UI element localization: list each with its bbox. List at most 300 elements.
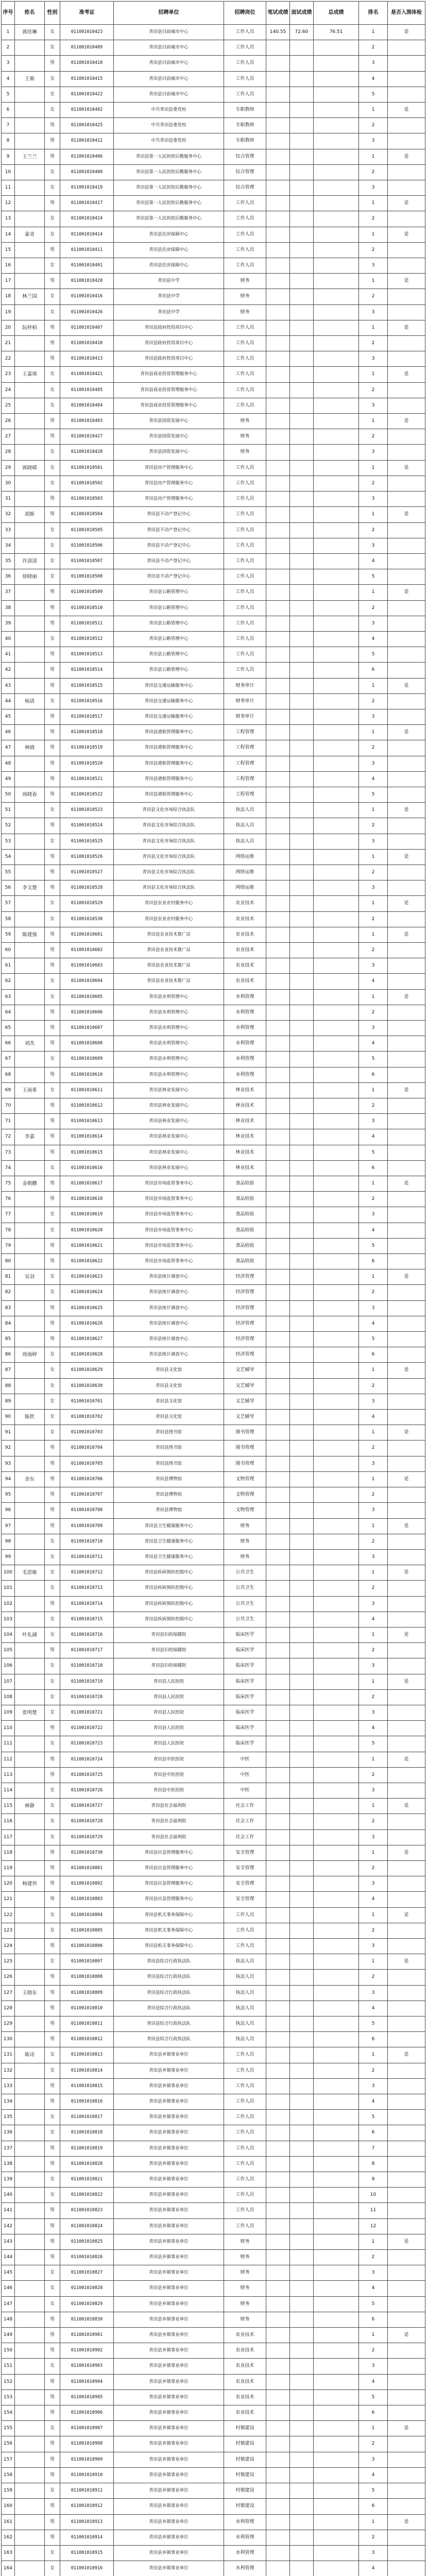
cell-gender: 女: [45, 2047, 60, 2063]
cell-gender: 女: [45, 289, 60, 304]
cell-medical: 是: [388, 896, 425, 911]
cell-written: [266, 942, 290, 958]
cell-name: [15, 1658, 45, 1674]
cell-total: [314, 1876, 359, 1892]
table-row: [2, 1300, 425, 1316]
cell-rank: 2: [359, 211, 388, 227]
cell-unit: 青田县综合行政执法队: [114, 2016, 224, 2032]
cell-interview: [290, 133, 314, 149]
cell-medical: [388, 1394, 425, 1409]
cell-post: 临床医学: [224, 1736, 266, 1752]
table-row: [2, 585, 425, 600]
cell-rank: 1: [359, 896, 388, 911]
cell-rank: 2: [359, 942, 388, 958]
cell-written: [266, 304, 290, 320]
cell-name: [15, 1238, 45, 1253]
cell-post: 财务: [224, 1534, 266, 1549]
cell-post: 社会工作: [224, 1799, 266, 1814]
cell-rank: 3: [359, 834, 388, 849]
cell-ticket: 011001010912: [60, 2499, 114, 2514]
cell-total: [314, 771, 359, 787]
cell-gender: 女: [45, 87, 60, 102]
cell-ticket: 011001010723: [60, 1736, 114, 1752]
cell-interview: [290, 1254, 314, 1269]
cell-gender: 女: [45, 989, 60, 1005]
cell-medical: [388, 1985, 425, 2001]
cell-unit: 青田县文化市场综合执法队: [114, 849, 224, 865]
cell-written: [266, 1067, 290, 1082]
cell-interview: [290, 2343, 314, 2359]
cell-interview: [290, 1021, 314, 1036]
cell-post: 工作人员: [224, 2188, 266, 2203]
cell-rank: 6: [359, 1067, 388, 1082]
cell-gender: 女: [45, 1674, 60, 1689]
cell-total: [314, 1799, 359, 1814]
cell-post: 专职教师: [224, 103, 266, 118]
cell-medical: 是: [388, 1518, 425, 1534]
cell-medical: [388, 2156, 425, 2172]
cell-index: 161: [2, 2514, 15, 2530]
table-row: [2, 1534, 425, 1549]
cell-gender: 男: [45, 2250, 60, 2265]
cell-ticket: 011001010813: [60, 2047, 114, 2063]
cell-total: [314, 2203, 359, 2218]
cell-interview: [290, 1612, 314, 1627]
cell-rank: 2: [359, 865, 388, 880]
cell-index: 41: [2, 647, 15, 663]
cell-written: [266, 2374, 290, 2389]
cell-post: 临床医学: [224, 1689, 266, 1705]
cell-index: 106: [2, 1658, 15, 1674]
cell-post: 工作人员: [224, 2125, 266, 2141]
cell-interview: [290, 2467, 314, 2483]
table-row: [2, 1814, 425, 1829]
cell-unit: 青田县统计调查中心: [114, 1269, 224, 1285]
cell-total: [314, 492, 359, 507]
cell-total: [314, 1860, 359, 1876]
cell-name: [15, 1845, 45, 1860]
cell-rank: 3: [359, 1658, 388, 1674]
cell-written: [266, 2312, 290, 2327]
cell-rank: 2: [359, 2250, 388, 2265]
table-row: [2, 2234, 425, 2249]
cell-rank: 6: [359, 1160, 388, 1176]
cell-medical: [388, 1503, 425, 1518]
cell-medical: 是: [388, 1363, 425, 1378]
cell-gender: 女: [45, 693, 60, 709]
cell-ticket: 011001010617: [60, 1176, 114, 1192]
cell-unit: 青田县应急管理服务中心: [114, 1860, 224, 1876]
cell-gender: 男: [45, 2405, 60, 2421]
cell-unit: 青田县市场监管事务中心: [114, 1207, 224, 1223]
cell-interview: [290, 1705, 314, 1720]
cell-rank: 1: [359, 149, 388, 164]
cell-rank: 4: [359, 2094, 388, 2110]
cell-written: [266, 1285, 290, 1300]
cell-written: [266, 1658, 290, 1674]
cell-post: 农业技术: [224, 896, 266, 911]
cell-total: 76.51: [314, 25, 359, 40]
cell-name: [15, 2343, 45, 2359]
cell-ticket: 011001010805: [60, 1923, 114, 1938]
cell-rank: 1: [359, 1082, 388, 1098]
cell-unit: 青田县房产管理服务中心: [114, 492, 224, 507]
cell-gender: 男: [45, 2530, 60, 2545]
cell-gender: 男: [45, 787, 60, 802]
cell-post: 执法人员: [224, 2032, 266, 2047]
cell-name: [15, 522, 45, 538]
cell-index: 57: [2, 896, 15, 911]
table-row: [2, 2001, 425, 2016]
cell-rank: 3: [359, 1456, 388, 1471]
cell-total: [314, 164, 359, 180]
cell-index: 142: [2, 2218, 15, 2234]
cell-medical: [388, 1829, 425, 1845]
cell-gender: 男: [45, 1643, 60, 1658]
cell-name: [15, 2359, 45, 2374]
cell-ticket: 011001010514: [60, 663, 114, 678]
cell-total: [314, 1052, 359, 1067]
cell-index: 80: [2, 1254, 15, 1269]
table-row: [2, 2514, 425, 2530]
cell-total: [314, 274, 359, 289]
cell-interview: [290, 1440, 314, 1456]
cell-index: 83: [2, 1300, 15, 1316]
cell-name: [15, 1316, 45, 1331]
cell-medical: 是: [388, 1565, 425, 1581]
cell-total: [314, 1581, 359, 1596]
cell-total: [314, 1316, 359, 1331]
cell-name: [15, 1829, 45, 1845]
cell-ticket: 011001010829: [60, 2296, 114, 2312]
cell-index: 78: [2, 1223, 15, 1238]
cell-name: [15, 2530, 45, 2545]
table-row: [2, 1860, 425, 1876]
cell-total: [314, 553, 359, 569]
cell-unit: 青田县林业发展中心: [114, 1129, 224, 1145]
cell-name: [15, 1067, 45, 1082]
table-row: [2, 1565, 425, 1581]
cell-interview: [290, 927, 314, 942]
cell-ticket: 011001010413: [60, 351, 114, 367]
cell-rank: 2: [359, 1923, 388, 1938]
cell-post: 文艺辅导: [224, 1410, 266, 1425]
cell-medical: 是: [388, 2328, 425, 2343]
cell-unit: 青田县不动产登记中心: [114, 538, 224, 553]
cell-name: [15, 1254, 45, 1269]
table-row: [2, 974, 425, 989]
cell-post: 财务审计: [224, 709, 266, 724]
cell-written: [266, 756, 290, 771]
cell-interview: [290, 1207, 314, 1223]
cell-ticket: 011001010804: [60, 1907, 114, 1923]
cell-written: [266, 1767, 290, 1783]
cell-rank: 3: [359, 1596, 388, 1612]
cell-gender: 男: [45, 1254, 60, 1269]
cell-post: 村镇建设: [224, 2436, 266, 2452]
table-row: [2, 1876, 425, 1892]
cell-name: [15, 616, 45, 631]
cell-interview: [290, 1052, 314, 1067]
cell-post: 工程管理: [224, 787, 266, 802]
cell-rank: 1: [359, 2234, 388, 2249]
cell-unit: 青田县乡镇事业单位: [114, 2063, 224, 2078]
cell-total: [314, 1612, 359, 1627]
cell-written: [266, 2561, 290, 2576]
cell-total: [314, 1565, 359, 1581]
cell-medical: [388, 398, 425, 413]
cell-interview: [290, 631, 314, 647]
cell-post: 综合管理: [224, 180, 266, 196]
cell-index: 49: [2, 771, 15, 787]
cell-written: [266, 538, 290, 553]
cell-medical: [388, 118, 425, 133]
cell-index: 51: [2, 803, 15, 818]
cell-ticket: 011001010526: [60, 849, 114, 865]
cell-gender: 男: [45, 2001, 60, 2016]
cell-rank: 1: [359, 2421, 388, 2436]
cell-name: [15, 180, 45, 196]
cell-post: 林业技术: [224, 1082, 266, 1098]
table-row: [2, 382, 425, 398]
cell-unit: 青田县乡镇事业单位: [114, 2312, 224, 2327]
cell-medical: 是: [388, 414, 425, 429]
cell-unit: 青田县综合行政执法队: [114, 2001, 224, 2016]
cell-ticket: 011001010714: [60, 1596, 114, 1612]
table-row: [2, 1440, 425, 1456]
table-row: [2, 429, 425, 445]
cell-total: [314, 1845, 359, 1860]
cell-ticket: 011001010807: [60, 1954, 114, 1970]
cell-gender: 男: [45, 1176, 60, 1192]
cell-ticket: 011001010717: [60, 1643, 114, 1658]
cell-name: [15, 974, 45, 989]
cell-total: [314, 1021, 359, 1036]
table-row: [2, 1643, 425, 1658]
cell-interview: 72.60: [290, 25, 314, 40]
cell-ticket: 011001010827: [60, 2265, 114, 2281]
cell-rank: 1: [359, 367, 388, 382]
cell-written: [266, 1612, 290, 1627]
cell-interview: [290, 336, 314, 351]
cell-total: [314, 103, 359, 118]
cell-interview: [290, 289, 314, 304]
cell-gender: 男: [45, 2514, 60, 2530]
cell-gender: 女: [45, 1347, 60, 1363]
cell-total: [314, 2328, 359, 2343]
cell-gender: 男: [45, 133, 60, 149]
cell-interview: [290, 2374, 314, 2389]
cell-interview: [290, 2483, 314, 2499]
table-row: [2, 2063, 425, 2078]
cell-total: [314, 538, 359, 553]
cell-medical: [388, 1721, 425, 1736]
cell-ticket: 011001010810: [60, 2001, 114, 2016]
cell-total: [314, 927, 359, 942]
cell-post: 财务: [224, 445, 266, 460]
cell-name: [15, 1285, 45, 1300]
table-row: [2, 2328, 425, 2343]
cell-written: [266, 1440, 290, 1456]
cell-written: [266, 787, 290, 802]
cell-written: [266, 2343, 290, 2359]
cell-rank: 4: [359, 2001, 388, 2016]
cell-gender: 女: [45, 1783, 60, 1798]
cell-name: [15, 2125, 45, 2141]
cell-name: 张明楚: [15, 1705, 45, 1720]
cell-gender: 女: [45, 1052, 60, 1067]
cell-unit: 青田县综合行政执法队: [114, 1985, 224, 2001]
cell-interview: [290, 1721, 314, 1736]
cell-written: [266, 1160, 290, 1176]
cell-total: [314, 2561, 359, 2576]
cell-ticket: 011001010727: [60, 1799, 114, 1814]
cell-gender: 女: [45, 382, 60, 398]
cell-index: 113: [2, 1767, 15, 1783]
cell-index: 71: [2, 1114, 15, 1129]
cell-interview: [290, 382, 314, 398]
cell-interview: [290, 1005, 314, 1020]
cell-interview: [290, 460, 314, 476]
cell-index: 58: [2, 911, 15, 927]
cell-gender: 女: [45, 460, 60, 476]
cell-unit: 青田县文化市场综合执法队: [114, 880, 224, 896]
cell-rank: 3: [359, 2265, 388, 2281]
cell-written: [266, 1487, 290, 1503]
cell-written: [266, 1736, 290, 1752]
cell-gender: 男: [45, 647, 60, 663]
cell-interview: [290, 492, 314, 507]
cell-index: 126: [2, 1970, 15, 1985]
cell-medical: 是: [388, 1269, 425, 1285]
cell-post: 中医: [224, 1767, 266, 1783]
table-row: [2, 460, 425, 476]
cell-written: [266, 2405, 290, 2421]
cell-ticket: 011001010716: [60, 1627, 114, 1642]
cell-ticket: 011001010408: [60, 164, 114, 180]
cell-interview: [290, 522, 314, 538]
table-row: [2, 242, 425, 258]
cell-interview: [290, 351, 314, 367]
cell-written: [266, 1316, 290, 1331]
cell-unit: 青田县应急管理服务中心: [114, 1876, 224, 1892]
col-header-unit: 招聘单位: [114, 2, 224, 25]
cell-ticket: 011001010530: [60, 911, 114, 927]
cell-written: [266, 289, 290, 304]
cell-name: 刘杰: [15, 1036, 45, 1052]
cell-written: [266, 647, 290, 663]
cell-unit: 青田县妇幼保健院: [114, 1643, 224, 1658]
cell-total: [314, 149, 359, 164]
cell-ticket: 011001010426: [60, 304, 114, 320]
cell-ticket: 011001010522: [60, 787, 114, 802]
cell-name: [15, 631, 45, 647]
cell-unit: 青田县文化馆: [114, 1363, 224, 1378]
cell-interview: [290, 164, 314, 180]
cell-medical: [388, 1238, 425, 1253]
cell-ticket: 011001010729: [60, 1829, 114, 1845]
cell-interview: [290, 1860, 314, 1876]
cell-ticket: 011001010419: [60, 180, 114, 196]
table-row: [2, 1192, 425, 1207]
cell-gender: 女: [45, 2281, 60, 2296]
cell-medical: [388, 1549, 425, 1565]
cell-medical: [388, 2094, 425, 2110]
cell-ticket: 011001010517: [60, 709, 114, 724]
cell-gender: 男: [45, 1098, 60, 1114]
cell-gender: 男: [45, 1892, 60, 1907]
cell-rank: 4: [359, 2467, 388, 2483]
cell-total: [314, 476, 359, 491]
cell-interview: [290, 958, 314, 974]
cell-ticket: 011001010613: [60, 1114, 114, 1129]
cell-unit: 青田县第一人民医院后勤服务中心: [114, 164, 224, 180]
cell-ticket: 011001010610: [60, 1067, 114, 1082]
cell-index: 109: [2, 1705, 15, 1720]
cell-written: [266, 1129, 290, 1145]
cell-total: [314, 367, 359, 382]
cell-total: [314, 1223, 359, 1238]
cell-rank: 2: [359, 1192, 388, 1207]
cell-gender: 男: [45, 1938, 60, 1954]
cell-rank: 3: [359, 1876, 388, 1892]
cell-index: 60: [2, 942, 15, 958]
cell-rank: 4: [359, 631, 388, 647]
table-row: [2, 834, 425, 849]
cell-medical: [388, 2405, 425, 2421]
cell-total: [314, 2001, 359, 2016]
cell-written: [266, 1581, 290, 1596]
cell-medical: 是: [388, 274, 425, 289]
cell-unit: 青田县乡镇事业单位: [114, 2250, 224, 2265]
cell-ticket: 011001010508: [60, 569, 114, 585]
cell-written: [266, 1674, 290, 1689]
cell-ticket: 011001010611: [60, 1082, 114, 1098]
cell-rank: 2: [359, 600, 388, 616]
cell-ticket: 011001010725: [60, 1767, 114, 1783]
table-row: [2, 320, 425, 335]
cell-written: [266, 2328, 290, 2343]
cell-interview: [290, 1829, 314, 1845]
cell-total: [314, 2156, 359, 2172]
cell-interview: [290, 974, 314, 989]
cell-ticket: 011001010808: [60, 1970, 114, 1985]
cell-total: [314, 2234, 359, 2249]
cell-gender: 男: [45, 1332, 60, 1347]
table-row: [2, 2094, 425, 2110]
cell-rank: 2: [359, 118, 388, 133]
cell-medical: [388, 2001, 425, 2016]
cell-interview: [290, 2312, 314, 2327]
cell-name: 徐晓丽: [15, 569, 45, 585]
cell-interview: [290, 149, 314, 164]
cell-index: 96: [2, 1503, 15, 1518]
cell-ticket: 011001010501: [60, 460, 114, 476]
cell-interview: [290, 1518, 314, 1534]
cell-post: 执法人员: [224, 1985, 266, 2001]
cell-total: [314, 740, 359, 756]
table-row: [2, 958, 425, 974]
cell-medical: [388, 289, 425, 304]
cell-written: [266, 1845, 290, 1860]
cell-index: 141: [2, 2203, 15, 2218]
cell-post: 工作人员: [224, 196, 266, 211]
cell-unit: 青田县人民医院: [114, 1705, 224, 1720]
cell-interview: [290, 2389, 314, 2405]
cell-unit: 青田县妇幼保健院: [114, 1627, 224, 1642]
cell-total: [314, 336, 359, 351]
cell-medical: [388, 2343, 425, 2359]
